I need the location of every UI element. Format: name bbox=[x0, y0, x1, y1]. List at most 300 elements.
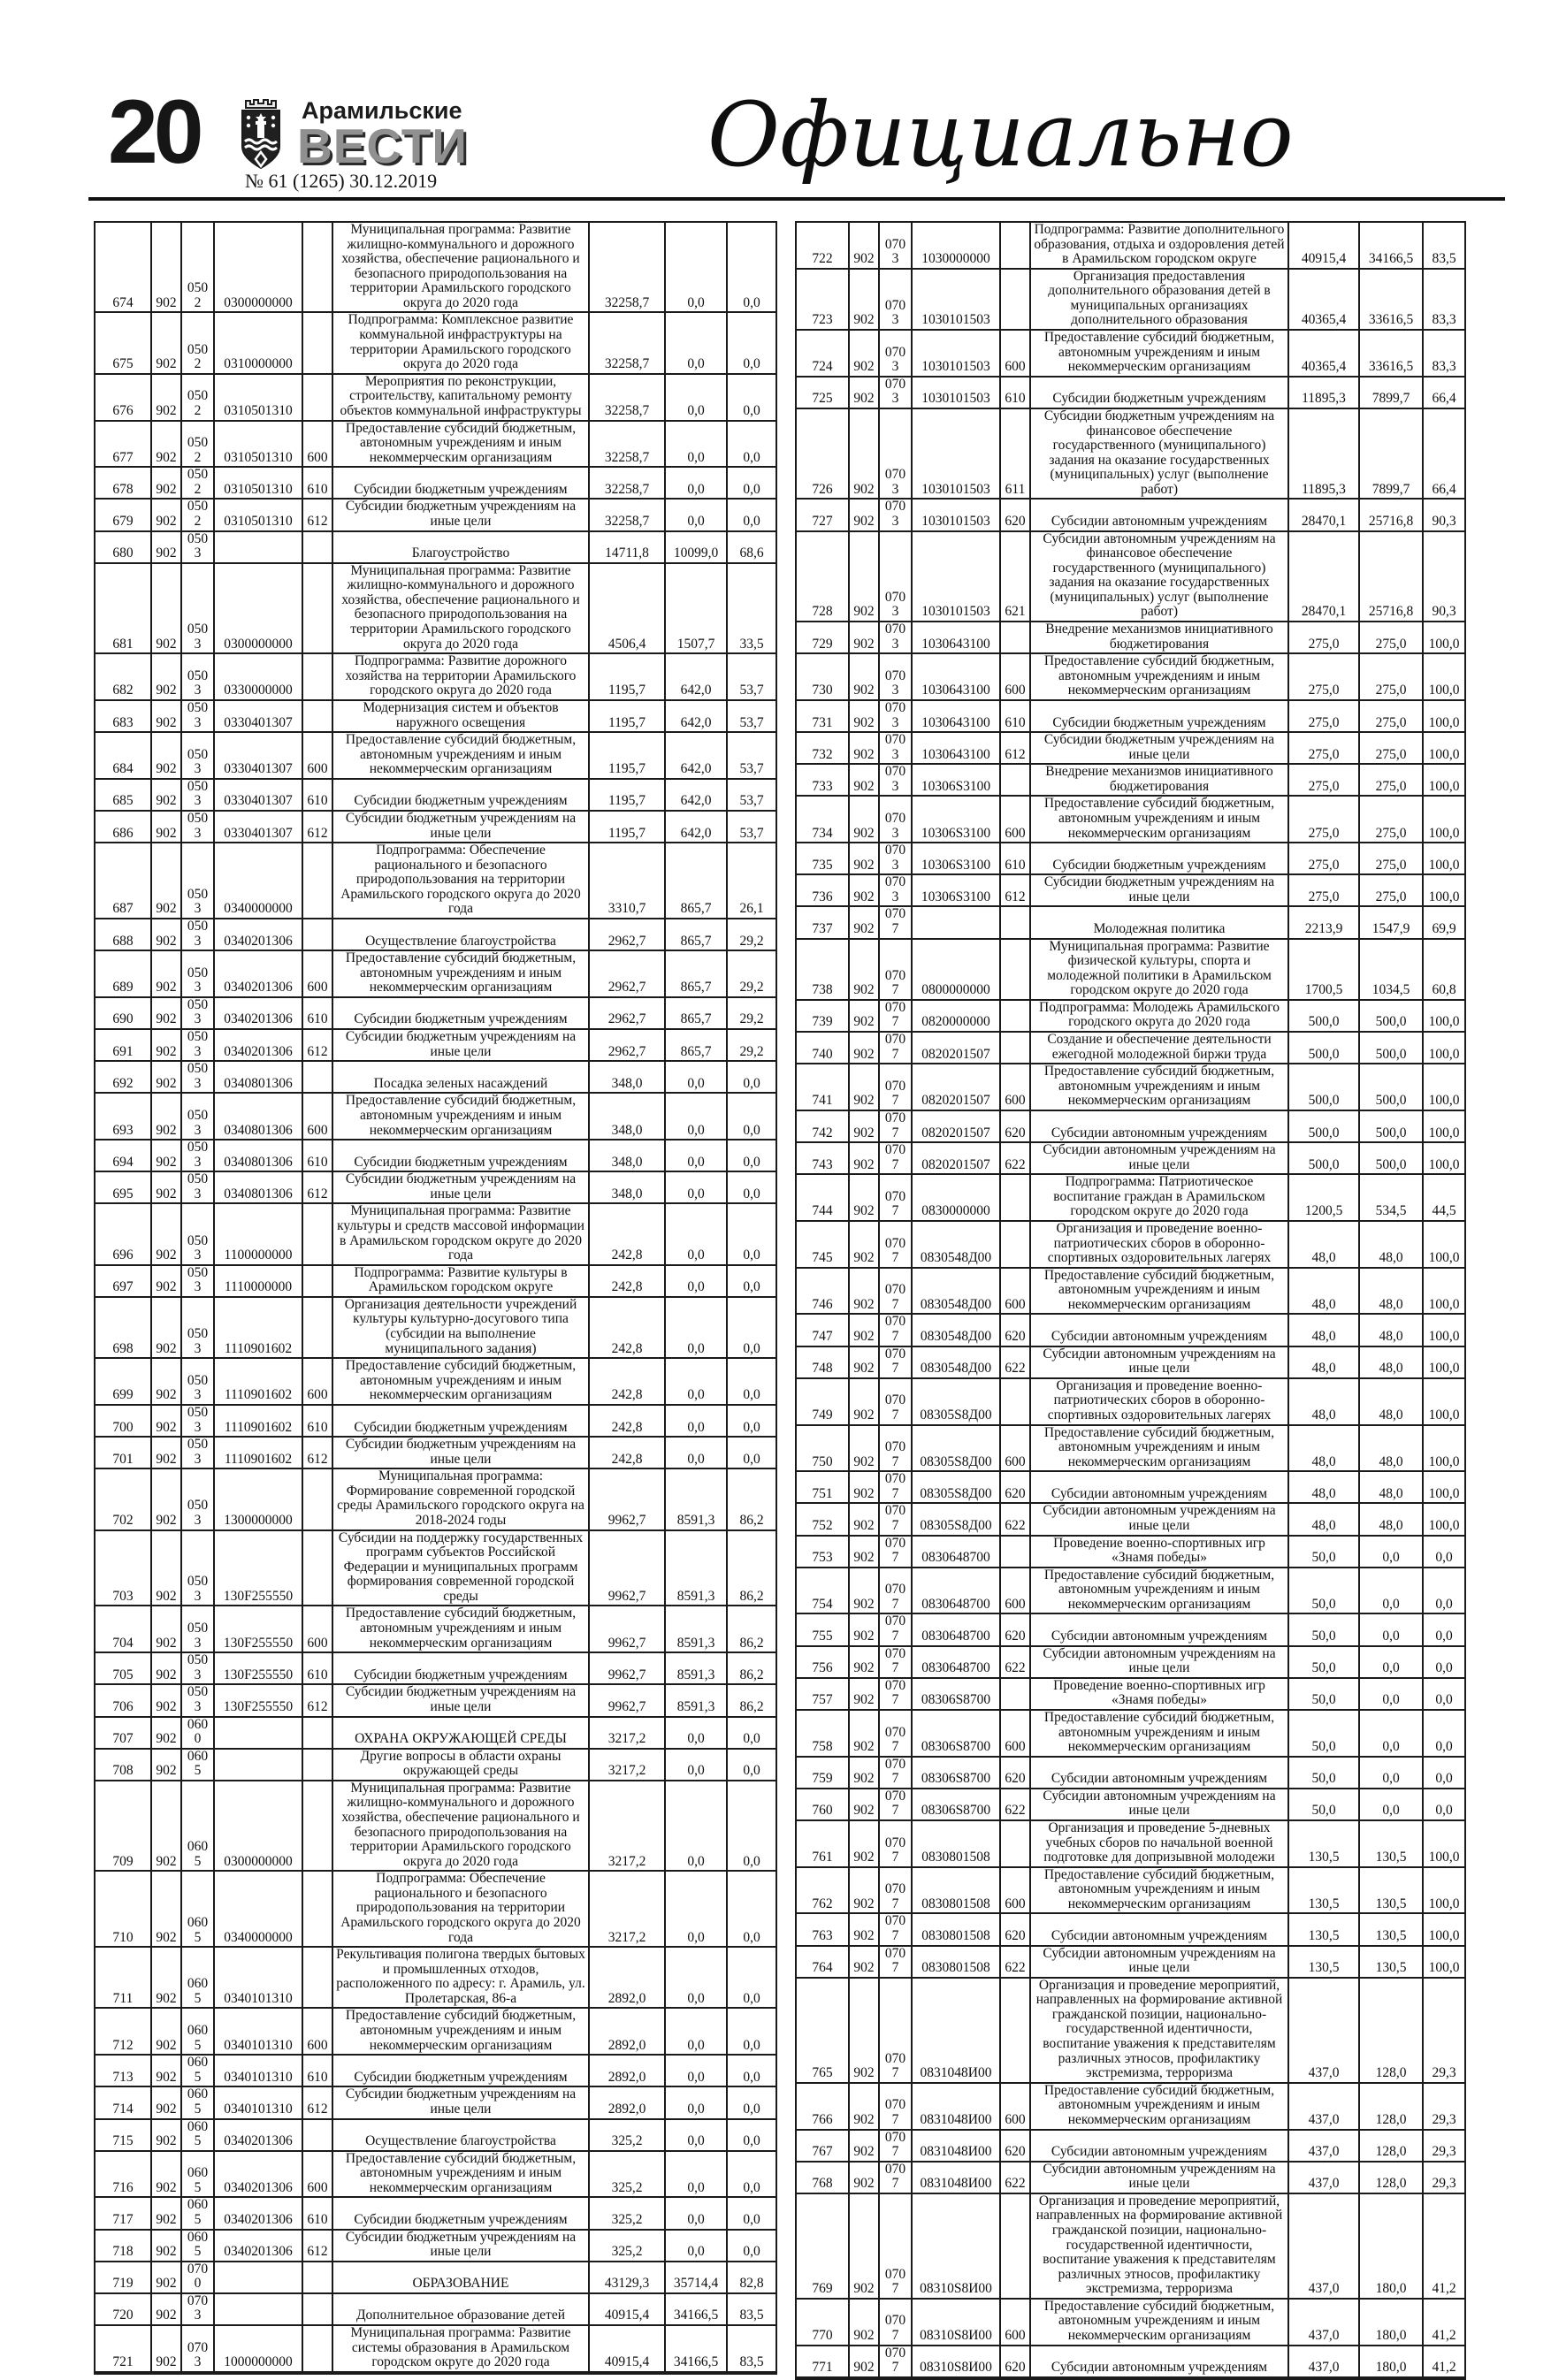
row-number-cell: 697 bbox=[95, 1265, 151, 1297]
expense-name-cell: Подпрограмма: Обеспечение рационального и безопасного природопользования на территории Арамильского городского округа до 2020 года bbox=[332, 1871, 589, 1947]
expense-name-cell: Предоставление субсидий бюджетным, автономным учреждениям и иным некоммерческим организациям bbox=[1030, 2083, 1288, 2130]
row-number-cell: 720 bbox=[95, 2293, 151, 2325]
plan-value-cell: 11895,3 bbox=[1288, 377, 1359, 408]
section-code-cell: 0707 bbox=[879, 1820, 912, 1867]
table-row bbox=[796, 1378, 1465, 1425]
table-row bbox=[95, 2262, 776, 2293]
plan-value-cell: 130,5 bbox=[1288, 1913, 1359, 1945]
target-article-code-cell: 0310501310 bbox=[214, 467, 302, 499]
executed-value-cell: 8591,3 bbox=[665, 1606, 727, 1652]
agency-code-cell: 902 bbox=[151, 843, 181, 919]
expense-name-cell: Субсидии бюджетным учреждениям на иные цели bbox=[332, 1437, 589, 1468]
agency-code-cell: 902 bbox=[151, 1749, 181, 1781]
agency-code-cell: 902 bbox=[151, 1684, 181, 1716]
percent-value-cell: 0,0 bbox=[727, 2197, 776, 2229]
expense-type-code-cell: 600 bbox=[1000, 1425, 1030, 1472]
row-number-cell: 687 bbox=[95, 843, 151, 919]
expense-type-code-cell: 610 bbox=[302, 2197, 332, 2229]
row-number-cell: 678 bbox=[95, 467, 151, 499]
target-article-code-cell: 0830648700 bbox=[912, 1568, 1000, 1614]
executed-value-cell: 0,0 bbox=[1359, 1536, 1423, 1568]
target-article-code-cell: 0310501310 bbox=[214, 499, 302, 530]
expense-name-cell: Предоставление субсидий бюджетным, автономным учреждениям и иным некоммерческим организациям bbox=[1030, 1268, 1288, 1315]
expense-name-cell: Организация и проведение военно-патриотических сборов в оборонно-спортивных оздоровительных лагерях bbox=[1030, 1378, 1288, 1425]
expense-type-code-cell bbox=[1000, 1000, 1030, 1032]
executed-value-cell: 0,0 bbox=[665, 222, 727, 312]
plan-value-cell: 50,0 bbox=[1288, 1757, 1359, 1789]
agency-code-cell: 902 bbox=[151, 467, 181, 499]
plan-value-cell: 2213,9 bbox=[1288, 906, 1359, 938]
expense-type-code-cell: 600 bbox=[302, 1358, 332, 1405]
percent-value-cell: 100,0 bbox=[1423, 1064, 1465, 1110]
section-code-cell: 0707 bbox=[879, 1346, 912, 1378]
expense-name-cell: Субсидии автономным учреждениям bbox=[1030, 1613, 1288, 1645]
expense-name-cell: Благоустройство bbox=[332, 531, 589, 563]
percent-value-cell: 82,8 bbox=[727, 2262, 776, 2293]
target-article-code-cell: 0340000000 bbox=[214, 843, 302, 919]
agency-code-cell: 902 bbox=[849, 1913, 879, 1945]
target-article-code-cell: 1300000000 bbox=[214, 1468, 302, 1529]
table-row bbox=[796, 1867, 1465, 1914]
expense-type-code-cell: 612 bbox=[302, 2230, 332, 2262]
target-article-code-cell: 130F255550 bbox=[214, 1652, 302, 1684]
expense-type-code-cell: 620 bbox=[1000, 2346, 1030, 2378]
percent-value-cell: 29,2 bbox=[727, 919, 776, 950]
executed-value-cell: 865,7 bbox=[665, 997, 727, 1029]
target-article-code-cell: 0800000000 bbox=[912, 939, 1000, 1000]
executed-value-cell: 128,0 bbox=[1359, 2130, 1423, 2162]
plan-value-cell: 43129,3 bbox=[589, 2262, 665, 2293]
agency-code-cell: 902 bbox=[151, 1530, 181, 1606]
table-row bbox=[796, 377, 1465, 408]
expense-name-cell: Рекультивация полигона твердых бытовых и промышленных отходов, расположенного по адресу: г. Арамиль, ул. Пролетарская, 86-а bbox=[332, 1947, 589, 2008]
percent-value-cell: 0,0 bbox=[727, 1358, 776, 1405]
table-row bbox=[95, 779, 776, 811]
agency-code-cell: 902 bbox=[151, 1265, 181, 1297]
table-row bbox=[95, 1606, 776, 1652]
row-number-cell: 756 bbox=[796, 1646, 849, 1678]
table-row bbox=[95, 1652, 776, 1684]
agency-code-cell: 902 bbox=[151, 1437, 181, 1468]
plan-value-cell: 130,5 bbox=[1288, 1820, 1359, 1867]
percent-value-cell: 0,0 bbox=[727, 222, 776, 312]
executed-value-cell: 0,0 bbox=[665, 1140, 727, 1171]
expense-type-code-cell bbox=[1000, 1678, 1030, 1710]
executed-value-cell: 275,0 bbox=[1359, 874, 1423, 906]
executed-value-cell: 10099,0 bbox=[665, 531, 727, 563]
target-article-code-cell: 0820201507 bbox=[912, 1064, 1000, 1110]
table-row bbox=[796, 1678, 1465, 1710]
target-article-code-cell: 0310000000 bbox=[214, 312, 302, 373]
expense-name-cell: Осуществление благоустройства bbox=[332, 2119, 589, 2151]
expense-name-cell: Субсидии автономным учреждениям bbox=[1030, 1110, 1288, 1142]
expense-type-code-cell bbox=[1000, 1221, 1030, 1268]
percent-value-cell: 26,1 bbox=[727, 843, 776, 919]
section-code-cell: 0700 bbox=[181, 2262, 214, 2293]
executed-value-cell: 275,0 bbox=[1359, 653, 1423, 700]
plan-value-cell: 48,0 bbox=[1288, 1268, 1359, 1315]
section-code-cell: 0605 bbox=[181, 1781, 214, 1871]
table-row bbox=[95, 312, 776, 373]
executed-value-cell: 275,0 bbox=[1359, 764, 1423, 796]
expense-name-cell: Предоставление субсидий бюджетным, автономным учреждениям и иным некоммерческим организациям bbox=[332, 2151, 589, 2198]
section-code-cell: 0707 bbox=[879, 1710, 912, 1757]
agency-code-cell: 902 bbox=[849, 2346, 879, 2378]
row-number-cell: 750 bbox=[796, 1425, 849, 1472]
agency-code-cell: 902 bbox=[849, 2083, 879, 2130]
percent-value-cell: 86,2 bbox=[727, 1530, 776, 1606]
agency-code-cell: 902 bbox=[151, 1297, 181, 1358]
target-article-code-cell: 0830801508 bbox=[912, 1946, 1000, 1978]
expense-type-code-cell bbox=[1000, 906, 1030, 938]
section-code-cell: 0503 bbox=[181, 1530, 214, 1606]
expense-type-code-cell bbox=[302, 1265, 332, 1297]
table-row bbox=[95, 997, 776, 1029]
table-row bbox=[796, 1314, 1465, 1346]
page-number: 20 bbox=[108, 81, 200, 182]
row-number-cell: 708 bbox=[95, 1749, 151, 1781]
row-number-cell: 736 bbox=[796, 874, 849, 906]
plan-value-cell: 48,0 bbox=[1288, 1346, 1359, 1378]
target-article-code-cell: 0820201507 bbox=[912, 1032, 1000, 1064]
executed-value-cell: 0,0 bbox=[665, 1947, 727, 2008]
table-row bbox=[796, 531, 1465, 622]
row-number-cell: 766 bbox=[796, 2083, 849, 2130]
expense-type-code-cell: 600 bbox=[302, 950, 332, 997]
expense-type-code-cell: 622 bbox=[1000, 1503, 1030, 1535]
expense-name-cell: Организация и проведение военно-патриотических сборов в оборонно-спортивных оздоровительных лагерях bbox=[1030, 1221, 1288, 1268]
expense-type-code-cell bbox=[302, 2293, 332, 2325]
row-number-cell: 721 bbox=[95, 2325, 151, 2373]
percent-value-cell: 100,0 bbox=[1423, 796, 1465, 843]
executed-value-cell: 8591,3 bbox=[665, 1684, 727, 1716]
table-row bbox=[95, 2086, 776, 2118]
row-number-cell: 674 bbox=[95, 222, 151, 312]
section-code-cell: 0703 bbox=[879, 330, 912, 377]
expense-name-cell: Субсидии автономным учреждениям на иные цели bbox=[1030, 1346, 1288, 1378]
section-code-cell: 0503 bbox=[181, 1358, 214, 1405]
executed-value-cell: 865,7 bbox=[665, 950, 727, 997]
target-article-code-cell: 08305S8Д00 bbox=[912, 1503, 1000, 1535]
executed-value-cell: 0,0 bbox=[1359, 1613, 1423, 1645]
percent-value-cell: 0,0 bbox=[727, 2230, 776, 2262]
agency-code-cell: 902 bbox=[849, 939, 879, 1000]
percent-value-cell: 60,8 bbox=[1423, 939, 1465, 1000]
expense-type-code-cell: 611 bbox=[1000, 408, 1030, 499]
section-code-cell: 0703 bbox=[879, 499, 912, 530]
target-article-code-cell: 0831048И00 bbox=[912, 2130, 1000, 2162]
agency-code-cell: 902 bbox=[849, 1378, 879, 1425]
plan-value-cell: 3217,2 bbox=[589, 1717, 665, 1749]
section-code-cell: 0707 bbox=[879, 2193, 912, 2299]
target-article-code-cell: 0830548Д00 bbox=[912, 1221, 1000, 1268]
percent-value-cell: 100,0 bbox=[1423, 1221, 1465, 1268]
plan-value-cell: 32258,7 bbox=[589, 222, 665, 312]
plan-value-cell: 1195,7 bbox=[589, 700, 665, 732]
plan-value-cell: 40365,4 bbox=[1288, 269, 1359, 330]
percent-value-cell: 83,5 bbox=[727, 2325, 776, 2373]
percent-value-cell: 0,0 bbox=[727, 499, 776, 530]
section-code-cell: 0503 bbox=[181, 1171, 214, 1203]
target-article-code-cell: 0340201306 bbox=[214, 2230, 302, 2262]
plan-value-cell: 500,0 bbox=[1288, 1000, 1359, 1032]
row-number-cell: 717 bbox=[95, 2197, 151, 2229]
expense-type-code-cell: 620 bbox=[1000, 2130, 1030, 2162]
executed-value-cell: 34166,5 bbox=[665, 2293, 727, 2325]
target-article-code-cell bbox=[214, 1749, 302, 1781]
table-row bbox=[95, 1468, 776, 1529]
expense-name-cell: Другие вопросы в области охраны окружающей среды bbox=[332, 1749, 589, 1781]
plan-value-cell: 437,0 bbox=[1288, 2083, 1359, 2130]
target-article-code-cell: 0820201507 bbox=[912, 1142, 1000, 1174]
table-row bbox=[95, 1029, 776, 1061]
expense-type-code-cell bbox=[302, 1297, 332, 1358]
table-row bbox=[796, 1913, 1465, 1945]
expense-type-code-cell bbox=[302, 1061, 332, 1093]
expense-name-cell: Подпрограмма: Молодежь Арамильского городского округа до 2020 года bbox=[1030, 1000, 1288, 1032]
expense-type-code-cell: 600 bbox=[302, 732, 332, 779]
target-article-code-cell: 130F255550 bbox=[214, 1684, 302, 1716]
row-number-cell: 729 bbox=[796, 622, 849, 653]
expense-type-code-cell: 610 bbox=[302, 1652, 332, 1684]
section-code-cell: 0605 bbox=[181, 2008, 214, 2055]
table-row bbox=[796, 2193, 1465, 2299]
agency-code-cell: 902 bbox=[151, 1203, 181, 1264]
percent-value-cell: 83,5 bbox=[727, 2293, 776, 2325]
row-number-cell: 694 bbox=[95, 1140, 151, 1171]
row-number-cell: 727 bbox=[796, 499, 849, 530]
percent-value-cell: 0,0 bbox=[727, 1749, 776, 1781]
table-row bbox=[95, 2119, 776, 2151]
row-number-cell: 767 bbox=[796, 2130, 849, 2162]
executed-value-cell: 8591,3 bbox=[665, 1468, 727, 1529]
plan-value-cell: 437,0 bbox=[1288, 2346, 1359, 2378]
table-row bbox=[95, 1781, 776, 1871]
section-code-cell: 0707 bbox=[879, 1867, 912, 1914]
plan-value-cell: 28470,1 bbox=[1288, 531, 1359, 622]
plan-value-cell: 32258,7 bbox=[589, 312, 665, 373]
expense-name-cell: Предоставление субсидий бюджетным, автономным учреждениям и иным некоммерческим организациям bbox=[1030, 1710, 1288, 1757]
percent-value-cell: 29,3 bbox=[1423, 2130, 1465, 2162]
executed-value-cell: 48,0 bbox=[1359, 1314, 1423, 1346]
agency-code-cell: 902 bbox=[849, 732, 879, 764]
plan-value-cell: 9962,7 bbox=[589, 1684, 665, 1716]
table-row bbox=[95, 811, 776, 843]
percent-value-cell: 68,6 bbox=[727, 531, 776, 563]
table-row bbox=[95, 1437, 776, 1468]
percent-value-cell: 53,7 bbox=[727, 811, 776, 843]
executed-value-cell: 0,0 bbox=[1359, 1678, 1423, 1710]
percent-value-cell: 0,0 bbox=[1423, 1613, 1465, 1645]
expense-type-code-cell bbox=[302, 1468, 332, 1529]
target-article-code-cell: 08305S8Д00 bbox=[912, 1378, 1000, 1425]
table-row bbox=[95, 374, 776, 421]
expense-name-cell: Субсидии автономным учреждениям на иные цели bbox=[1030, 1789, 1288, 1820]
executed-value-cell: 0,0 bbox=[665, 2008, 727, 2055]
percent-value-cell: 100,0 bbox=[1423, 700, 1465, 732]
expense-name-cell: Посадка зеленых насаждений bbox=[332, 1061, 589, 1093]
percent-value-cell: 0,0 bbox=[727, 1061, 776, 1093]
expense-type-code-cell: 610 bbox=[1000, 843, 1030, 874]
expense-name-cell: Субсидии автономным учреждениям bbox=[1030, 2346, 1288, 2378]
percent-value-cell: 100,0 bbox=[1423, 1268, 1465, 1315]
section-code-cell: 0707 bbox=[879, 1978, 912, 2083]
section-code-cell: 0502 bbox=[181, 374, 214, 421]
percent-value-cell: 0,0 bbox=[1423, 1710, 1465, 1757]
table-right-body bbox=[796, 222, 1465, 2378]
table-row bbox=[796, 1425, 1465, 1472]
expense-type-code-cell bbox=[302, 2119, 332, 2151]
executed-value-cell: 0,0 bbox=[665, 312, 727, 373]
percent-value-cell: 29,3 bbox=[1423, 2083, 1465, 2130]
expense-type-code-cell bbox=[1000, 1978, 1030, 2083]
expense-type-code-cell bbox=[1000, 1378, 1030, 1425]
percent-value-cell: 100,0 bbox=[1423, 653, 1465, 700]
table-row bbox=[796, 1820, 1465, 1867]
expense-name-cell: Субсидии бюджетным учреждениям на иные цели bbox=[332, 1029, 589, 1061]
agency-code-cell: 902 bbox=[849, 906, 879, 938]
target-article-code-cell: 0820201507 bbox=[912, 1110, 1000, 1142]
percent-value-cell: 86,2 bbox=[727, 1468, 776, 1529]
plan-value-cell: 325,2 bbox=[589, 2151, 665, 2198]
table-row bbox=[95, 1871, 776, 1947]
agency-code-cell: 902 bbox=[151, 1468, 181, 1529]
agency-code-cell: 902 bbox=[151, 1947, 181, 2008]
expense-name-cell: Предоставление субсидий бюджетным, автономным учреждениям и иным некоммерческим организациям bbox=[1030, 653, 1288, 700]
agency-code-cell: 902 bbox=[849, 1032, 879, 1064]
agency-code-cell: 902 bbox=[151, 1606, 181, 1652]
table-row bbox=[95, 1717, 776, 1749]
plan-value-cell: 275,0 bbox=[1288, 796, 1359, 843]
percent-value-cell: 0,0 bbox=[727, 1171, 776, 1203]
executed-value-cell: 1547,9 bbox=[1359, 906, 1423, 938]
percent-value-cell: 0,0 bbox=[727, 1140, 776, 1171]
target-article-code-cell: 0830548Д00 bbox=[912, 1268, 1000, 1315]
agency-code-cell: 902 bbox=[849, 1425, 879, 1472]
agency-code-cell: 902 bbox=[151, 1140, 181, 1171]
percent-value-cell: 100,0 bbox=[1423, 1425, 1465, 1472]
table-row bbox=[796, 330, 1465, 377]
target-article-code-cell: 0340201306 bbox=[214, 919, 302, 950]
row-number-cell: 757 bbox=[796, 1678, 849, 1710]
executed-value-cell: 128,0 bbox=[1359, 2162, 1423, 2193]
target-article-code-cell: 0330401307 bbox=[214, 700, 302, 732]
expense-name-cell: Субсидии бюджетным учреждениям bbox=[332, 997, 589, 1029]
section-code-cell: 0502 bbox=[181, 312, 214, 373]
expense-name-cell: Предоставление субсидий бюджетным, автономным учреждениям и иным некоммерческим организациям bbox=[1030, 1064, 1288, 1110]
percent-value-cell: 41,2 bbox=[1423, 2299, 1465, 2346]
expense-type-code-cell: 610 bbox=[302, 997, 332, 1029]
target-article-code-cell: 1030643100 bbox=[912, 700, 1000, 732]
section-code-cell: 0503 bbox=[181, 1093, 214, 1140]
row-number-cell: 686 bbox=[95, 811, 151, 843]
plan-value-cell: 1195,7 bbox=[589, 779, 665, 811]
expense-name-cell: ОХРАНА ОКРУЖАЮЩЕЙ СРЕДЫ bbox=[332, 1717, 589, 1749]
target-article-code-cell: 0340801306 bbox=[214, 1140, 302, 1171]
issue-info: № 61 (1265) 30.12.2019 bbox=[245, 170, 438, 192]
section-code-cell: 0707 bbox=[879, 2083, 912, 2130]
expense-type-code-cell: 610 bbox=[1000, 377, 1030, 408]
target-article-code-cell: 1030101503 bbox=[912, 531, 1000, 622]
agency-code-cell: 902 bbox=[849, 622, 879, 653]
executed-value-cell: 500,0 bbox=[1359, 1142, 1423, 1174]
percent-value-cell: 100,0 bbox=[1423, 1110, 1465, 1142]
plan-value-cell: 50,0 bbox=[1288, 1536, 1359, 1568]
expense-type-code-cell: 622 bbox=[1000, 1142, 1030, 1174]
executed-value-cell: 33616,5 bbox=[1359, 269, 1423, 330]
executed-value-cell: 48,0 bbox=[1359, 1378, 1423, 1425]
section-code-cell: 0703 bbox=[181, 2325, 214, 2373]
section-code-cell: 0707 bbox=[879, 1568, 912, 1614]
agency-code-cell: 902 bbox=[849, 1471, 879, 1503]
executed-value-cell: 0,0 bbox=[665, 1297, 727, 1358]
target-article-code-cell: 0831048И00 bbox=[912, 1978, 1000, 2083]
target-article-code-cell: 08310S8И00 bbox=[912, 2346, 1000, 2378]
row-number-cell: 769 bbox=[796, 2193, 849, 2299]
expense-name-cell: Субсидии бюджетным учреждениям bbox=[332, 1405, 589, 1437]
section-code-cell: 0707 bbox=[879, 1174, 912, 1221]
target-article-code-cell: 0340101310 bbox=[214, 2008, 302, 2055]
section-code-cell: 0503 bbox=[181, 1468, 214, 1529]
expense-type-code-cell bbox=[302, 312, 332, 373]
agency-code-cell: 902 bbox=[151, 499, 181, 530]
agency-code-cell: 902 bbox=[849, 796, 879, 843]
expense-type-code-cell: 620 bbox=[1000, 499, 1030, 530]
expense-name-cell: Субсидии бюджетным учреждениям на иные цели bbox=[332, 2230, 589, 2262]
section-code-cell: 0707 bbox=[879, 2346, 912, 2378]
section-code-cell: 0703 bbox=[879, 843, 912, 874]
expense-name-cell: Дополнительное образование детей bbox=[332, 2293, 589, 2325]
percent-value-cell: 0,0 bbox=[727, 2008, 776, 2055]
executed-value-cell: 0,0 bbox=[665, 1171, 727, 1203]
section-code-cell: 0605 bbox=[181, 2119, 214, 2151]
section-code-cell: 0503 bbox=[181, 843, 214, 919]
section-code-cell: 0503 bbox=[181, 1606, 214, 1652]
agency-code-cell: 902 bbox=[151, 312, 181, 373]
row-number-cell: 733 bbox=[796, 764, 849, 796]
percent-value-cell: 100,0 bbox=[1423, 1142, 1465, 1174]
executed-value-cell: 642,0 bbox=[665, 700, 727, 732]
row-number-cell: 770 bbox=[796, 2299, 849, 2346]
expense-type-code-cell: 600 bbox=[1000, 796, 1030, 843]
plan-value-cell: 1700,5 bbox=[1288, 939, 1359, 1000]
row-number-cell: 764 bbox=[796, 1946, 849, 1978]
target-article-code-cell: 0830648700 bbox=[912, 1613, 1000, 1645]
section-code-cell: 0605 bbox=[181, 1749, 214, 1781]
row-number-cell: 751 bbox=[796, 1471, 849, 1503]
row-number-cell: 762 bbox=[796, 1867, 849, 1914]
plan-value-cell: 130,5 bbox=[1288, 1867, 1359, 1914]
row-number-cell: 725 bbox=[796, 377, 849, 408]
header-divider bbox=[88, 197, 1505, 201]
row-number-cell: 739 bbox=[796, 1000, 849, 1032]
plan-value-cell: 242,8 bbox=[589, 1265, 665, 1297]
section-code-cell: 0703 bbox=[879, 377, 912, 408]
expense-type-code-cell: 600 bbox=[302, 1606, 332, 1652]
expense-type-code-cell bbox=[302, 563, 332, 653]
expense-name-cell: Субсидии автономным учреждениям на финансовое обеспечение государственного (муниципального) задания на оказание государственных (муниципальных) услуг (выполнение работ) bbox=[1030, 531, 1288, 622]
executed-value-cell: 1507,7 bbox=[665, 563, 727, 653]
executed-value-cell: 33616,5 bbox=[1359, 330, 1423, 377]
executed-value-cell: 35714,4 bbox=[665, 2262, 727, 2293]
table-row bbox=[796, 1757, 1465, 1789]
expense-type-code-cell: 612 bbox=[1000, 874, 1030, 906]
executed-value-cell: 7899,7 bbox=[1359, 377, 1423, 408]
row-number-cell: 759 bbox=[796, 1757, 849, 1789]
row-number-cell: 758 bbox=[796, 1710, 849, 1757]
table-row bbox=[95, 1358, 776, 1405]
expense-name-cell: Предоставление субсидий бюджетным, автономным учреждениям и иным некоммерческим организациям bbox=[332, 950, 589, 997]
